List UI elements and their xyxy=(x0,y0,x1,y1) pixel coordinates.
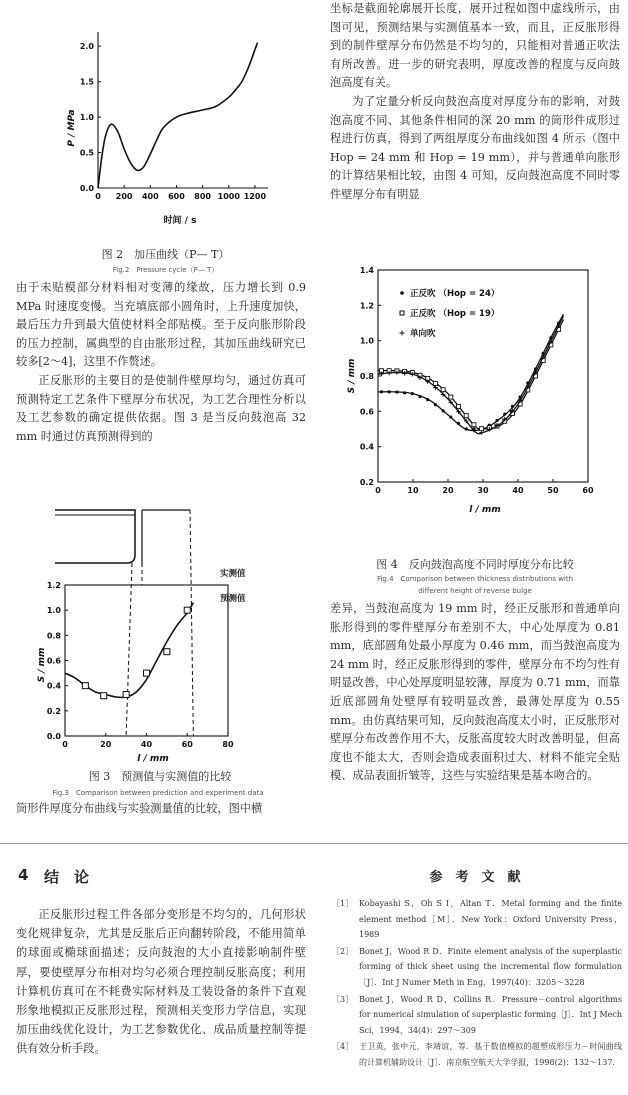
x-tick-label: 40 xyxy=(140,740,153,749)
y-tick-label: 0.8 xyxy=(46,631,61,641)
x-tick-label: 600 xyxy=(168,192,185,201)
x-tick-label: 1200 xyxy=(243,192,267,201)
fig3-measured-point xyxy=(123,691,129,697)
fig4-point-hop19 xyxy=(472,423,476,427)
x-tick-label: 30 xyxy=(477,486,489,495)
fig4-legend-label: 单向吹 xyxy=(410,329,436,339)
section-4-title: 结 论 xyxy=(44,868,90,886)
fig4-point-hop19 xyxy=(441,388,445,392)
fig2-caption-en: Fig.2 Pressure cycle（P— T） xyxy=(112,266,219,274)
reference-number: ［2］ xyxy=(332,946,354,956)
fig4-point-hop24 xyxy=(395,390,398,393)
fig2-xlabel: 时间 / s xyxy=(163,216,197,226)
x-tick-label: 20 xyxy=(442,486,454,495)
y-tick-label: 0.4 xyxy=(359,442,374,452)
fig4-point-hop24 xyxy=(465,427,468,430)
left-paragraph-1: 由于未贴模部分材料相对变薄的缘故，压力增长到 0.9 MPa 时速度变慢。当充填底部小圆角时，上升速度加快，最后压力升到最大值使材料全部贴模。至于反向胀形阶段的压力控制，属典型的自由胀形过程，其加压曲线研究已较多[2～4]，这里不作赘述。 xyxy=(16,281,306,369)
y-tick-label: 0.6 xyxy=(46,656,61,666)
x-tick-label: 80 xyxy=(222,740,234,749)
reference-item xyxy=(332,896,622,943)
y-tick-label: 1.5 xyxy=(79,77,94,87)
fig4-xlabel: l / mm xyxy=(469,505,501,515)
fig4-point-hop19 xyxy=(464,414,468,418)
fig4-point-hop24 xyxy=(457,422,460,425)
cup-profile-sketch xyxy=(55,510,135,563)
reference-number: ［3］ xyxy=(332,994,354,1004)
fig3-xlabel: l / mm xyxy=(137,754,169,764)
fig3-caption-cn: 图 3 预测值与实测值的比较 xyxy=(88,770,232,783)
x-tick-label: 20 xyxy=(100,740,112,749)
fig2-ylabel: P / MPa xyxy=(67,109,77,147)
fig4-point-hop24 xyxy=(380,390,383,393)
x-tick-label: 60 xyxy=(181,740,193,749)
right-paragraph-3: 差异，当鼓泡高度为 19 mm 时，经正反胀形和普通单向胀形得到的零件壁厚分布差别不大，中心处厚度为 0.81 mm，底部圆角处最小厚度为 0.46 mm，而当鼓泡高度为 24 mm 时，经正反胀形得到的零件，壁厚分布不均匀性有明显改善，中心处厚度明显较薄，厚度为 0.71 mm，而靠近底部圆角处壁厚有较明显改善，最薄处厚度为 0.55 mm。由仿真结果可知，反向鼓泡高度太小时，正反胀形对壁厚分布改善作用不大，反胀高度较大时改善明显，但高度也不能太大，否则会造成表面积过大、材料不能完全贴模、成品表面折皱等，这些与实验结果是基本吻合的。 xyxy=(330,602,620,783)
y-tick-label: 0.2 xyxy=(46,706,61,716)
fig4-legend-label: 正反吹 （Hop = 24） xyxy=(410,289,500,299)
fig3-axes xyxy=(47,510,234,749)
fig4-point-hop24 xyxy=(449,416,452,419)
x-tick-label: 800 xyxy=(194,192,211,201)
y-tick-label: 2.0 xyxy=(79,42,94,52)
fig4-point-hop24 xyxy=(495,419,498,422)
reference-text: Bonet J，Wood R D．Finite element analysis of the superplastic forming of thick sheet using the incremental flow formulation［J］．Int J Numer Meth in Eng，1997(40)：3205～3228 xyxy=(359,946,622,987)
x-tick-label: 60 xyxy=(582,486,594,495)
figure-4-thickness-chart xyxy=(340,258,610,518)
fig4-point-hop24 xyxy=(434,403,437,406)
fig4-point-hop24 xyxy=(403,391,406,394)
reference-text: Bonet J，Wood R D，Collins R．Pressure－control algorithms for numerical simulation of superplastic forming［J］．Int J Mech Sci，1994，34(4)：297～309 xyxy=(359,994,622,1035)
unfold-dashed-line-1 xyxy=(126,563,132,736)
x-tick-label: 200 xyxy=(115,192,133,201)
fig4-point-hop19 xyxy=(449,395,453,399)
reference-number: ［4］ xyxy=(332,1042,354,1052)
y-tick-label: 1.0 xyxy=(79,113,94,123)
y-tick-label: 0.4 xyxy=(46,681,61,691)
y-tick-label: 0.2 xyxy=(359,478,374,487)
plot-frame xyxy=(378,270,588,482)
reference-text: Kobayashi S，Oh S I，Altan T．Metal forming and the finite element method［M］．New York：Oxford University Press，1989 xyxy=(359,899,622,940)
y-tick-label: 0.5 xyxy=(79,148,94,158)
left-paragraph-2: 正反胀形的主要目的是使制件壁厚均匀，通过仿真可预测特定工艺条件下壁厚分布状况，为工艺合理性分析以及工艺参数的确定提供依据。图 3 是当反向鼓泡高 32 mm 时通过仿真预测得到的 xyxy=(16,373,306,443)
x-tick-label: 0 xyxy=(375,486,381,495)
fig4-point-hop19 xyxy=(480,427,484,431)
fig2-axes xyxy=(80,32,268,201)
y-tick-label: 0.8 xyxy=(359,372,374,381)
x-tick-label: 50 xyxy=(547,486,559,495)
reference-item xyxy=(332,1039,622,1070)
fig4-point-hop19 xyxy=(457,404,461,408)
section-divider xyxy=(0,843,628,844)
fig2-pressure-curve xyxy=(98,43,258,188)
fig3-measured-point xyxy=(101,693,107,699)
fig3-legend-predicted: 预测值 xyxy=(220,594,246,604)
y-tick-label: 1.0 xyxy=(359,336,374,346)
fig4-point-hop24 xyxy=(511,405,514,408)
y-tick-label: 1.0 xyxy=(46,606,61,616)
fig4-point-hop24 xyxy=(503,413,506,416)
unfold-dashed-line-2 xyxy=(190,510,193,736)
x-tick-label: 40 xyxy=(512,486,524,495)
fig3-ylabel: S / mm xyxy=(37,647,47,683)
fig4-point-hop24 xyxy=(411,392,414,395)
y-tick-label: 1.2 xyxy=(359,301,374,311)
fig4-point-hop19 xyxy=(433,381,437,385)
section-4-number: 4 xyxy=(18,866,29,884)
y-tick-label: 1.2 xyxy=(46,581,61,590)
fig4-point-hop24 xyxy=(426,398,429,401)
fig4-legend-marker-single xyxy=(400,331,405,336)
fig3-legend-measured: 实测值 xyxy=(220,569,246,579)
x-tick-label: 400 xyxy=(141,192,159,201)
x-tick-label: 10 xyxy=(407,486,419,495)
fig3-measured-point xyxy=(184,607,190,613)
fig2-caption-cn: 图 2 加压曲线（P— T） xyxy=(101,248,230,261)
fig3-caption-en: Fig.3 Comparison between prediction and experiment data xyxy=(52,789,264,797)
fig4-caption-en-1: Fig.4 Comparison between thickness distributions with xyxy=(376,575,574,583)
right-paragraph-1: 坐标是截面轮廓展开长度，展开过程如图中虚线所示，由图可见，预测结果与实测值基本一致，而且，正反胀形得到的制件壁厚分布仍然是不均匀的，只能相对普通正吹法有所改善。进一步的研究表明，厚度改善的程度与反向鼓泡高度有关。 xyxy=(330,2,620,90)
y-tick-label: 1.4 xyxy=(359,266,374,275)
fig3-measured-point xyxy=(144,670,150,676)
fig4-point-hop24 xyxy=(442,409,445,412)
fig4-point-hop24 xyxy=(388,390,391,393)
x-tick-label: 1000 xyxy=(217,192,240,201)
x-tick-label: 0 xyxy=(95,192,101,201)
fig4-point-hop24 xyxy=(418,395,421,398)
y-tick-label: 0.0 xyxy=(79,184,94,193)
y-tick-label: 0.6 xyxy=(359,407,374,417)
references-title: 参 考 文 献 xyxy=(429,870,521,885)
fig4-legend-marker-hop19 xyxy=(400,311,404,315)
fig4-legend-marker-hop24 xyxy=(400,291,404,295)
x-tick-label: 0 xyxy=(62,740,68,749)
fig3-measured-point xyxy=(82,683,88,689)
conclusion-paragraph: 正反胀形过程工件各部分变形是不均匀的，几何形状变化规律复杂，尤其是反胀后正向翻转阶段，不能用简单的球面或椭球面描述；反向鼓泡的大小直接影响制件壁厚，要使壁厚分布相对均匀必须合理控制反胀高度；利用计算机仿真可在不耗费实际材料及工装设备的条件下直观形象地模拟正反胀形过程，预测相关变形力学信息，实现加压曲线优化设计，为工艺参数优化、成品质量控制等提供有效分析手段。 xyxy=(16,908,306,1056)
fig3-legend xyxy=(260,565,310,610)
right-column-text-top xyxy=(330,0,620,205)
reference-item xyxy=(332,992,622,1039)
reference-text: 王卫英，张中元，李靖谊，等．基于数值模拟的超塑成形压力－时间曲线的计算机辅助设计［J］．南京航空航天大学学报，1998(2)：132～137． xyxy=(359,1042,622,1067)
figure-3-comparison-chart xyxy=(30,505,260,765)
fig3-measured-point xyxy=(164,649,170,655)
reference-number: ［1］ xyxy=(332,899,354,908)
right-paragraph-2: 为了定量分析反向鼓泡高度对厚度分布的影响，对鼓泡高度不同、其他条件相同的深 20 mm 的筒形件成形过程进行仿真，得到了两组厚度分布曲线如图 4 所示（图中 Hop = 24 mm 和 Hop = 19 mm），并与普通单向胀形的计算结果相比较，由图 4 可知，反向鼓泡高度不同时零件壁厚分布有明显 xyxy=(330,94,620,201)
reference-item xyxy=(332,944,622,991)
figure-2-pressure-chart xyxy=(58,20,278,230)
fig4-axes xyxy=(360,266,594,495)
y-tick-label: 0.0 xyxy=(46,732,61,741)
fig4-caption-en-2: different height of reverse bulge xyxy=(418,587,532,595)
reference-list xyxy=(332,896,622,1072)
fig4-legend-label: 正反吹 （Hop = 19） xyxy=(410,309,500,319)
left-paragraph-3: 筒形件厚度分布曲线与实验测量值的比较，图中横 xyxy=(16,802,263,815)
plot-frame xyxy=(65,585,228,736)
left-column-text-top xyxy=(16,279,306,446)
fig4-ylabel: S / mm xyxy=(347,358,357,394)
fig4-caption-cn: 图 4 反向鼓泡高度不同时厚度分布比较 xyxy=(376,558,574,571)
